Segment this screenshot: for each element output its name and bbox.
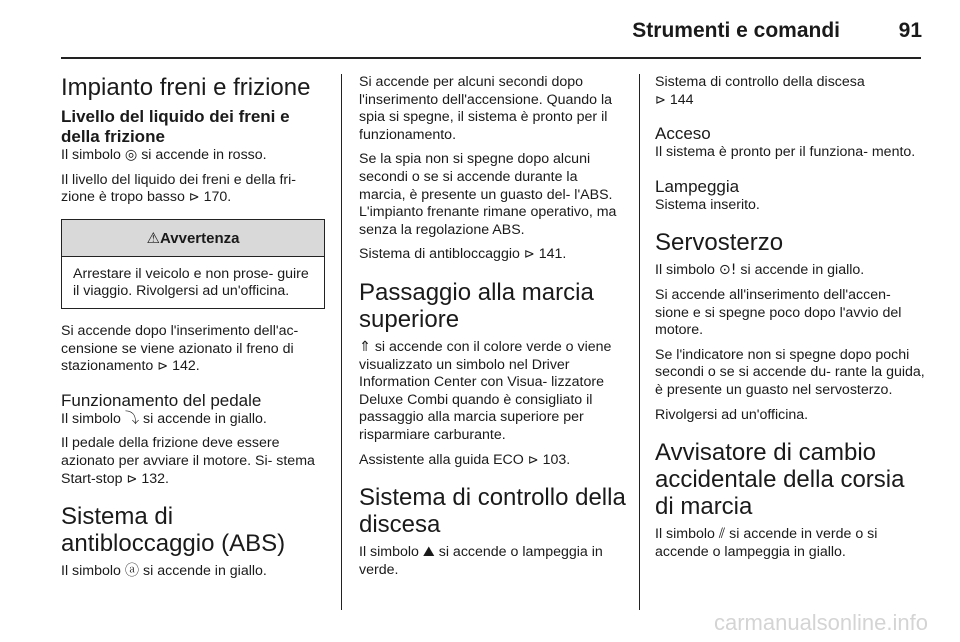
section-title-power-steering: Servosterzo xyxy=(655,229,784,257)
column-divider-right xyxy=(639,74,640,610)
page-number: 91 xyxy=(898,19,922,42)
subsection-heading-fluid-level: Livello del liquido dei freni e della frizione xyxy=(61,107,290,146)
subsection-heading-pedal: Funzionamento del pedale xyxy=(61,390,262,410)
paragraph: Si accende all'inserimento dell'accen- sione e si spegne poco dopo l'avvio del motore. xyxy=(655,286,902,339)
paragraph: Sistema di antibloccaggio ⊳ 141. xyxy=(359,246,567,263)
page-header-title: Strumenti e comandi xyxy=(632,19,840,42)
page-reference: 144 xyxy=(669,91,694,108)
paragraph: Se l'indicatore non si spegne dopo pochi secondi o se si accende du- rante la guida, è presente un guasto nel servosterzo. xyxy=(655,346,925,398)
upshift-arrow-icon: ⇑ xyxy=(359,338,371,355)
page-reference-arrow-icon: ⊳ xyxy=(527,452,539,468)
warning-box xyxy=(61,219,325,309)
page-reference: 170. xyxy=(203,189,232,206)
paragraph: Sistema di controllo della discesa ⊳ 144 xyxy=(655,74,865,108)
paragraph: Sistema inserito. xyxy=(655,196,760,213)
page-reference-arrow-icon: ⊳ xyxy=(523,247,535,263)
clutch-pedal-icon: ⤵ xyxy=(124,410,140,427)
paragraph: Il simbolo ⓐ si accende in giallo. xyxy=(61,563,267,580)
page-reference-arrow-icon: ⊳ xyxy=(157,359,169,375)
paragraph: Se la spia non si spegne dopo alcuni secondi o se si accende durante la marcia, è presente un guasto del- l'ABS. L'impianto frenante rimane operativo, ma senza la regolazione ABS. xyxy=(359,151,617,238)
paragraph: Il simbolo ⤵ si accende in giallo. xyxy=(61,410,267,427)
page-reference: 103. xyxy=(542,451,571,468)
page-reference: 141. xyxy=(538,246,567,263)
paragraph: Si accende dopo l'inserimento dell'ac- censione se viene azionato il freno di stazionamento ⊳ 142. xyxy=(61,322,299,375)
paragraph: Il simbolo ⫽ si accende in verde o si accende o lampeggia in giallo. xyxy=(655,526,878,560)
paragraph: Rivolgersi ad un'officina. xyxy=(655,406,809,423)
page-reference: 142. xyxy=(172,358,200,375)
section-title-abs: Sistema di antibloccaggio (ABS) xyxy=(61,503,286,558)
page-reference-arrow-icon: ⊳ xyxy=(188,190,200,206)
paragraph: Si accende per alcuni secondi dopo l'inserimento dell'accensione. Quando la spia si spegne, il sistema è pronto per il funzionamento. xyxy=(359,74,613,143)
lane-departure-icon: ⫽ xyxy=(718,526,726,543)
warning-triangle-icon: ⚠ xyxy=(146,228,160,247)
section-title-descent-control: Sistema di controllo della discesa xyxy=(359,484,626,539)
abs-icon: ⓐ xyxy=(124,563,140,580)
section-title-lane-departure: Avvisatore di cambio accidentale della corsia di marcia xyxy=(655,439,905,521)
column-3 xyxy=(655,74,927,568)
hill-descent-icon: ⛰ xyxy=(422,544,435,561)
subsection-heading-on: Acceso xyxy=(655,124,711,144)
paragraph: Il simbolo ⊙! si accende in giallo. xyxy=(655,262,865,279)
steering-warning-icon: ⊙! xyxy=(718,262,737,279)
paragraph: Il simbolo ⛰ si accende o lampeggia in verde. xyxy=(359,544,603,578)
paragraph: Il pedale della frizione deve essere azionato per avviare il motore. Si- stema Start-stop ⊳ 132. xyxy=(61,435,315,487)
paragraph: ⇑ si accende con il colore verde o viene visualizzato un simbolo nel Driver Information Center con Visua- lizzatore Deluxe Combi quando è consigliato il passaggio alla marcia superiore per risparmiare carburante. xyxy=(359,338,612,443)
section-title-upshift: Passaggio alla marcia superiore xyxy=(359,278,594,333)
warning-title: Avvertenza xyxy=(159,229,240,247)
page-reference-arrow-icon: ⊳ xyxy=(126,471,138,487)
page-reference-arrow-icon: ⊳ xyxy=(655,92,666,108)
warning-text: Arrestare il veicolo e non prose- guire il viaggio. Rivolgersi ad un'officina. xyxy=(73,265,309,300)
watermark: carmanualsonline.info xyxy=(713,610,928,635)
column-1 xyxy=(61,74,325,588)
header-divider xyxy=(61,57,921,59)
section-title-brakes: Impianto freni e frizione xyxy=(61,74,311,101)
paragraph: Assistente alla guida ECO ⊳ 103. xyxy=(359,451,571,468)
warning-header xyxy=(62,220,324,257)
subsection-heading-flashing: Lampeggia xyxy=(655,176,740,196)
paragraph: Il livello del liquido dei freni e della fri- zione è tropo basso ⊳ 170. xyxy=(61,171,297,206)
column-divider-left xyxy=(341,74,342,610)
paragraph: Il sistema è pronto per il funziona- mento. xyxy=(655,144,916,161)
paragraph: Il simbolo ◎ si accende in rosso. xyxy=(61,147,267,163)
brake-warning-icon: ◎ xyxy=(124,147,138,163)
column-2 xyxy=(359,74,627,586)
page-reference: 132. xyxy=(141,470,169,487)
